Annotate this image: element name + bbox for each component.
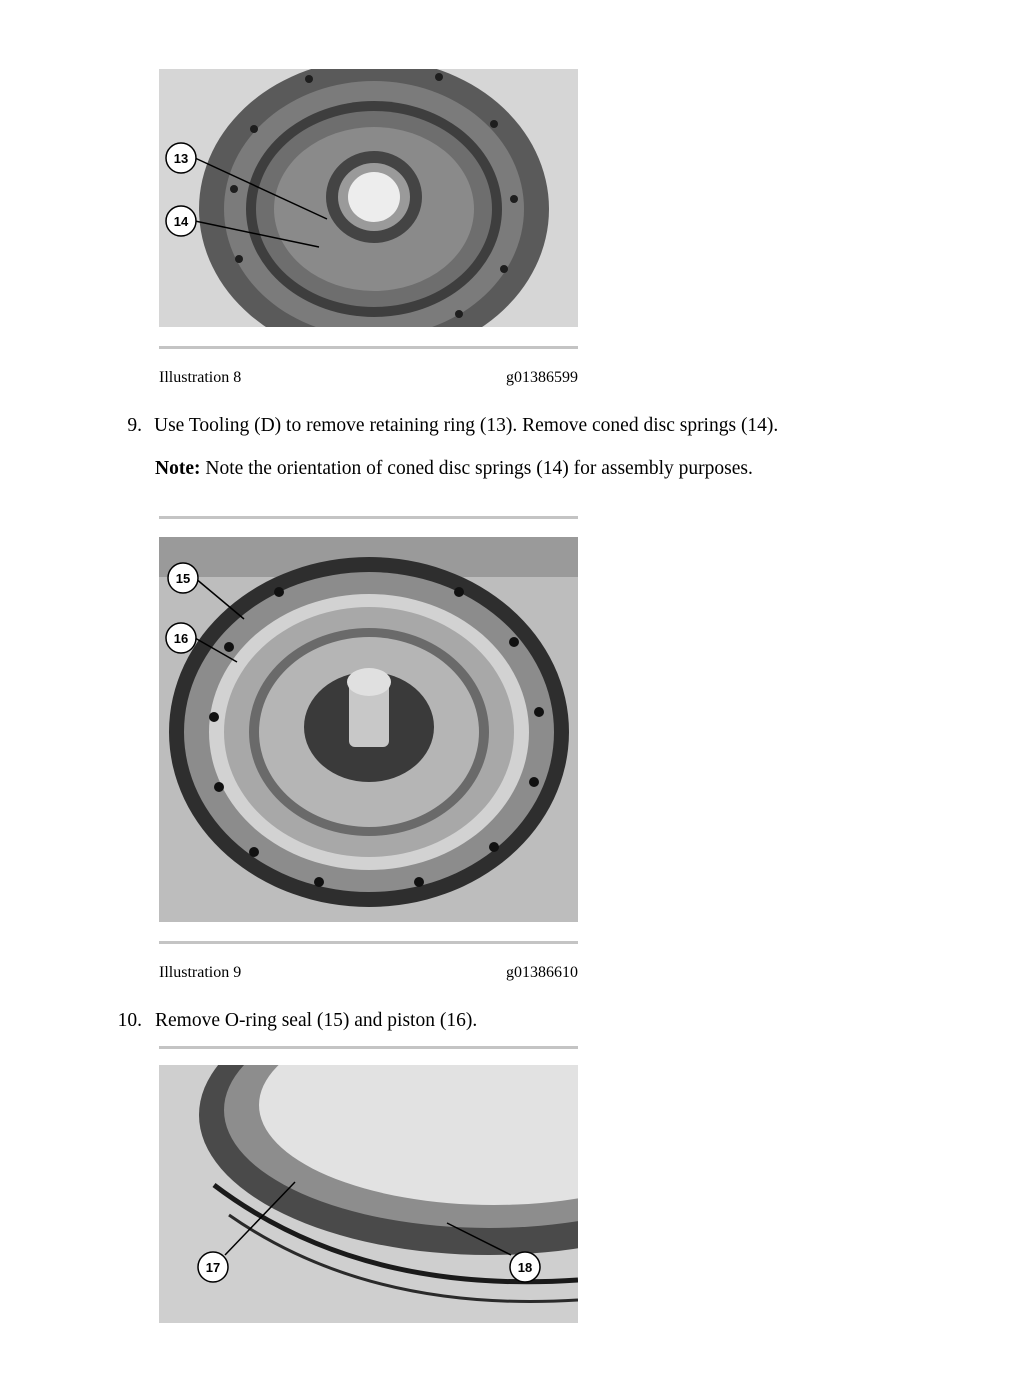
note-text: Note the orientation of coned disc springs (14) for assembly purposes. [200,458,753,479]
svg-text:18: 18 [517,1260,533,1275]
illustration-9-photo [159,537,578,922]
illustration-10-photo [159,1065,578,1323]
illustration-label: Illustration 9 [159,964,242,981]
illustration-8-caption [159,369,578,387]
clutch-housing-image [159,537,578,922]
callout-15 [168,563,198,593]
figure-rule [159,1046,578,1049]
piston-ring-image [159,1065,578,1323]
svg-text:15: 15 [175,571,191,586]
illustration-9-caption [159,964,578,982]
callout-18 [510,1252,540,1282]
svg-text:13: 13 [173,151,189,166]
svg-text:14: 14 [173,214,189,229]
illustration-code: g01386610 [506,964,578,981]
callout-13 [166,143,196,173]
end-cover-seal-image [159,69,578,327]
step-text: Use Tooling (D) to remove retaining ring (13). Remove coned disc springs (14). [154,415,779,436]
figure-rule [159,516,578,519]
figure-rule [159,346,578,349]
step-number: 9. [127,415,142,436]
illustration-label: Illustration 8 [159,369,242,386]
callout-16 [166,623,196,653]
svg-text:16: 16 [173,631,189,646]
note [155,458,753,480]
step-text: Remove O-ring seal (15) and piston (16). [155,1010,478,1031]
figure-rule [159,941,578,944]
illustration-code: g01386599 [506,369,578,386]
illustration-8-photo [159,69,578,327]
note-label: Note: [155,458,201,479]
callout-14 [166,206,196,236]
step-number: 10. [117,1010,142,1031]
svg-text:17: 17 [205,1260,221,1275]
callout-17 [198,1252,228,1282]
